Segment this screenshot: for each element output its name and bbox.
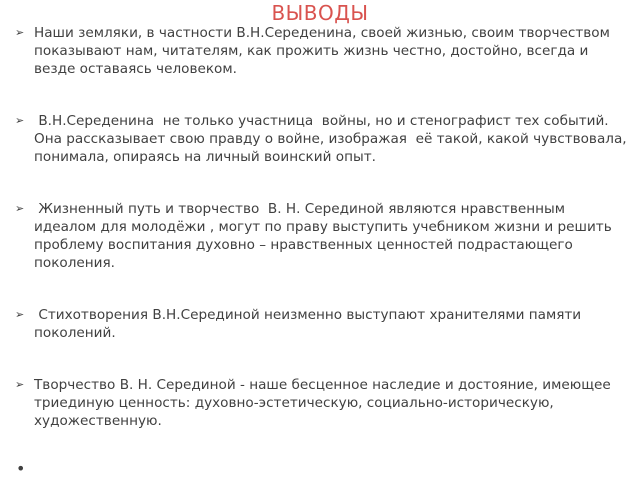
arrowhead-bullet-icon: ➢ (15, 308, 25, 321)
arrowhead-bullet-icon: ➢ (15, 114, 25, 127)
conclusions-list (0, 24, 632, 478)
list-item (0, 24, 632, 78)
list-item (0, 200, 632, 272)
list-item (0, 112, 632, 166)
list-item (0, 306, 632, 342)
list-item-text: В.Н.Середенина не только участница войны, но и стенографист тех событий. Она рассказывает свою правду о войне, изображая её такой, какой чувствовала, понимала, опираясь на личный воинский опыт. (34, 113, 631, 165)
list-item-text: Жизненный путь и творчество В. Н. Серединой являются нравственным идеалом для молодёжи , могут по праву выступить учебником жизни и решить проблему воспитания духовно – нравственных ценностей подрастающего поколения. (34, 201, 617, 271)
slide-title: ВЫВОДЫ (271, 1, 369, 25)
arrowhead-bullet-icon: ➢ (15, 202, 25, 215)
list-item-text: Творчество В. Н. Серединой - наше бесценное наследие и достояние, имеющее триединую ценность: духовно-эстетическую, социально-историческую, художественную. (34, 377, 611, 429)
list-item-text: Стихотворения В.Н.Серединой неизменно выступают хранителями памяти поколений. (34, 307, 586, 341)
list-item (0, 376, 632, 430)
round-bullet-icon: • (16, 459, 26, 478)
arrowhead-bullet-icon: ➢ (15, 26, 25, 39)
list-item-text: Наши земляки, в частности В.Н.Середенина, своей жизнью, своим творчеством показывают нам, читателям, как прожить жизнь честно, достойно, всегда и везде оставаясь человеком. (34, 25, 610, 77)
arrowhead-bullet-icon: ➢ (15, 378, 25, 391)
